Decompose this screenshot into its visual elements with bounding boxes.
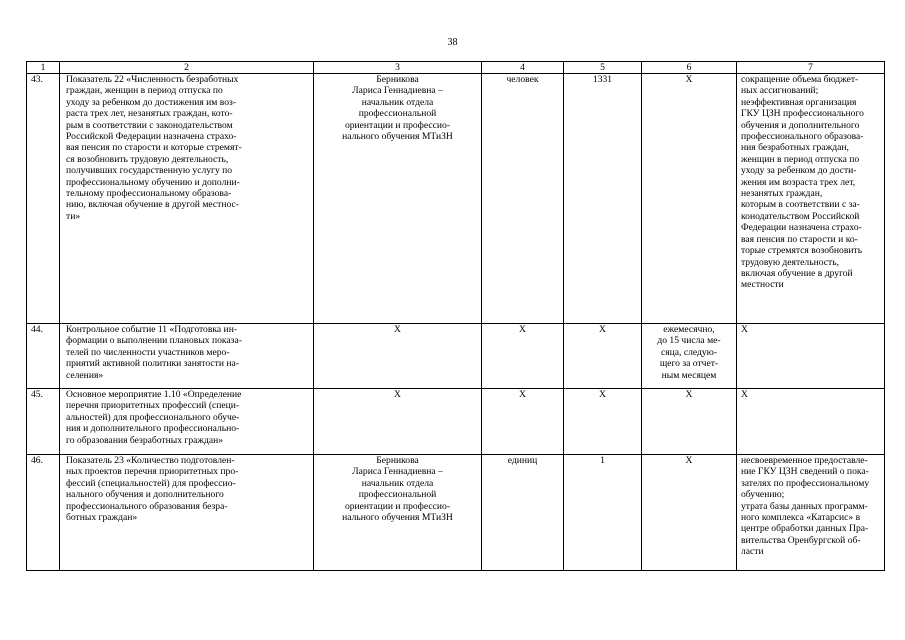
cell-text-line: обучению;	[741, 489, 785, 501]
cell-text-line: торые стремятся возобновить	[741, 245, 863, 257]
risks-cell	[737, 324, 885, 389]
cell-text-line: нального обучения и дополнительного	[66, 489, 224, 501]
cell-text-line: Х	[685, 389, 693, 400]
cell-text-line: Х	[685, 74, 693, 85]
table-row	[27, 324, 885, 389]
cell-text-line: ориентации и профессио-	[344, 119, 451, 131]
cell-text-line: профессионального образова-	[741, 131, 864, 143]
table-row	[27, 389, 885, 455]
cell-text-line: перечня приоритетных профессий (специ-	[66, 400, 240, 412]
unit-cell: единиц	[482, 455, 564, 571]
unit-cell: человек	[482, 74, 564, 324]
cell-text-line: Федерации назначена страхо-	[741, 222, 862, 234]
cell-text-line: незанятых граждан,	[741, 188, 823, 200]
responsible-cell	[314, 324, 482, 389]
cell-text-line: которым в соответствии с за-	[741, 199, 860, 211]
cell-text-line: начальник отдела	[361, 96, 434, 108]
cell-text-line: несвоевременное предоставле-	[741, 455, 868, 466]
cell-text-line: включая обучение в другой	[741, 267, 853, 279]
unit-cell: Х	[482, 324, 564, 389]
cell-text-line: приятий активной политики занятости на-	[66, 358, 239, 370]
cell-text-line: Берникова	[376, 74, 419, 85]
cell-text-line: тельному профессиональному образова-	[66, 188, 232, 200]
header-cell: 3	[314, 62, 482, 74]
row-number-cell: 44.	[27, 324, 60, 389]
cell-text-line: профессиональной	[358, 108, 437, 120]
cell-text-line: ных ассигнований;	[741, 85, 819, 97]
deadline-cell	[642, 324, 737, 389]
table-row	[27, 74, 885, 324]
cell-text-line: жения им возраста трех лет,	[741, 176, 856, 188]
risks-cell	[737, 74, 885, 324]
cell-text-line: нию, включая обучение в другой местнос-	[66, 199, 239, 211]
header-cell: 2	[60, 62, 314, 74]
cell-text-line: нального обучения МТиЗН	[342, 131, 453, 143]
cell-text-line: трудовую деятельность,	[741, 256, 839, 268]
cell-text-line: ного комплекса «Катарсис» в	[741, 512, 861, 524]
cell-text-line: Х	[741, 389, 748, 400]
cell-text-line: ГКУ ЦЗН профессионального	[741, 108, 864, 120]
cell-text-line: ния и дополнительного профессионально-	[66, 423, 240, 435]
cell-text-line: Лариса Геннадиевна –	[352, 466, 443, 478]
cell-text-line: профессионального образования безра-	[66, 500, 228, 512]
cell-text-line: сяца, следую-	[660, 346, 718, 358]
cell-text-line: утрата базы данных программ-	[741, 500, 868, 512]
cell-text-line: ориентации и профессио-	[344, 500, 451, 512]
cell-text-line: зателях по профессиональному	[741, 477, 870, 489]
risks-cell	[737, 389, 885, 455]
cell-text-line: получивших государственную услугу по	[66, 165, 233, 177]
cell-text-line: профессиональному обучению и дополни-	[66, 176, 240, 188]
value-cell: 1331	[564, 74, 642, 324]
risks-cell	[737, 455, 885, 571]
page-number: 38	[447, 37, 458, 48]
cell-text-line: фессий (специальностей) для профессио-	[66, 477, 236, 489]
table-row	[27, 455, 885, 571]
cell-text-line: вая пенсия по старости и ко-	[741, 233, 858, 245]
cell-text-line: Х	[685, 455, 693, 466]
cell-text-line: Берникова	[376, 455, 419, 466]
cell-text-line: щего за отчет-	[659, 358, 719, 370]
header-cell: 1	[27, 62, 60, 74]
cell-text-line: Показатель 23 «Количество подготовлен-	[66, 455, 235, 466]
row-number-cell: 43.	[27, 74, 60, 324]
cell-text-line: обучения и дополнительного	[741, 119, 860, 131]
cell-text-line: Российской Федерации назначена страхо-	[66, 131, 237, 143]
cell-text-line: вительства Оренбургской об-	[741, 534, 861, 546]
cell-text-line: ние ГКУ ЦЗН сведений о пока-	[741, 466, 869, 478]
responsible-cell	[314, 455, 482, 571]
row-number-cell: 45.	[27, 389, 60, 455]
header-cell: 4	[482, 62, 564, 74]
cell-text-line: конодательством Российской	[741, 210, 860, 222]
value-cell: 1	[564, 455, 642, 571]
deadline-cell	[642, 455, 737, 571]
cell-text-line: раста трех лет, незанятых граждан, кото-	[66, 108, 233, 120]
cell-text-line: профессиональной	[358, 489, 437, 501]
cell-text-line: неэффективная организация	[741, 96, 857, 108]
cell-text-line: до 15 числа ме-	[657, 335, 721, 347]
cell-text-line: ти»	[66, 210, 81, 222]
row-number-cell: 46.	[27, 455, 60, 571]
indicator-name-cell	[60, 455, 314, 571]
cell-text-line: Показатель 22 «Численность безработных	[66, 74, 239, 85]
cell-text-line: местности	[741, 279, 784, 291]
header-cell: 5	[564, 62, 642, 74]
cell-text-line: го образования безработных граждан»	[66, 434, 224, 446]
cell-text-line: уходу за ребенком до дости-	[741, 165, 857, 177]
indicator-name-cell	[60, 389, 314, 455]
cell-text-line: начальник отдела	[361, 477, 434, 489]
cell-text-line: граждан, женщин в период отпуска по	[66, 85, 223, 97]
cell-text-line: Основное мероприятие 1.10 «Определение	[66, 389, 242, 400]
value-cell: Х	[564, 389, 642, 455]
header-cell: 7	[737, 62, 885, 74]
cell-text-line: ным месяцем	[661, 369, 717, 381]
cell-text-line: селения»	[66, 369, 104, 381]
cell-text-line: Х	[394, 389, 401, 400]
cell-text-line: альностей) для профессионального обуче-	[66, 411, 240, 423]
cell-text-line: Контрольное событие 11 «Подготовка ин-	[66, 324, 238, 335]
responsible-cell	[314, 74, 482, 324]
deadline-cell	[642, 389, 737, 455]
cell-text-line: ботных граждан»	[66, 512, 138, 524]
cell-text-line: вая пенсия по старости и которые стремят-	[66, 142, 242, 154]
cell-text-line: нального обучения МТиЗН	[342, 512, 453, 524]
header-row	[27, 62, 885, 74]
cell-text-line: Лариса Геннадиевна –	[352, 85, 443, 97]
value-cell: Х	[564, 324, 642, 389]
deadline-cell	[642, 74, 737, 324]
cell-text-line: Х	[741, 324, 748, 335]
indicator-name-cell	[60, 74, 314, 324]
cell-text-line: ласти	[741, 546, 764, 558]
cell-text-line: ных проектов перечня приоритетных про-	[66, 466, 239, 478]
cell-text-line: телей по численности участников меро-	[66, 346, 230, 358]
cell-text-line: формации о выполнении плановых показа-	[66, 335, 242, 347]
cell-text-line: уходу за ребенком до достижения им воз-	[66, 96, 236, 108]
plan-table	[26, 61, 885, 571]
indicator-name-cell	[60, 324, 314, 389]
unit-cell: Х	[482, 389, 564, 455]
cell-text-line: ся возобновить трудовую деятельность,	[66, 153, 229, 165]
header-cell: 6	[642, 62, 737, 74]
cell-text-line: ния безработных граждан,	[741, 142, 849, 154]
cell-text-line: центре обработки данных Пра-	[741, 523, 869, 535]
responsible-cell	[314, 389, 482, 455]
cell-text-line: женщин в период отпуска по	[741, 153, 860, 165]
cell-text-line: ежемесячно,	[663, 324, 715, 335]
cell-text-line: сокращение объема бюджет-	[741, 74, 859, 85]
cell-text-line: Х	[394, 324, 401, 335]
cell-text-line: рым в соответствии с законодательством	[66, 119, 233, 131]
